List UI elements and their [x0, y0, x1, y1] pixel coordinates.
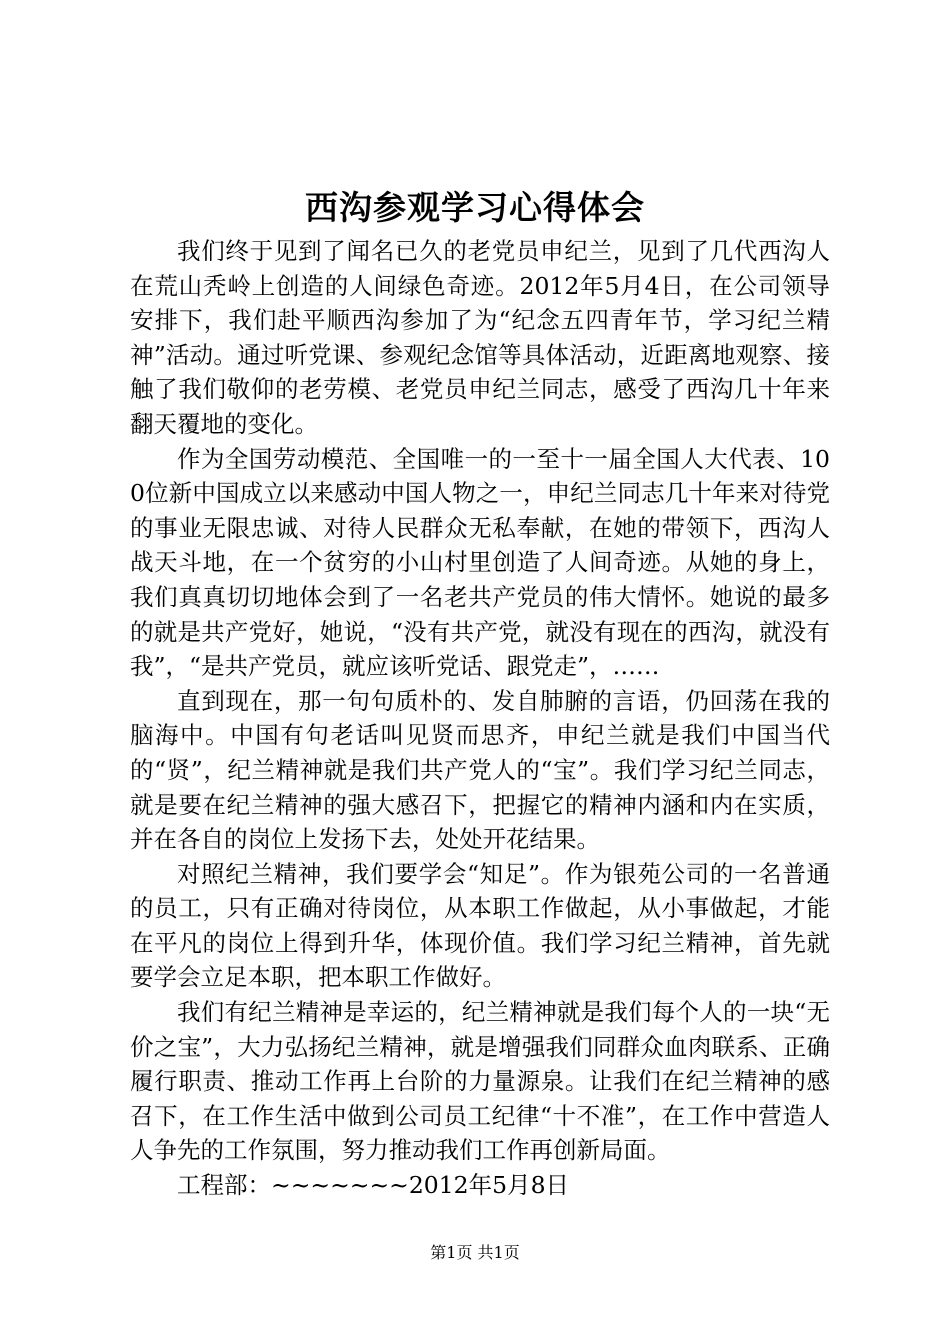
page-footer: 第1页 共1页: [430, 1243, 520, 1262]
paragraph-5: 我们有纪兰精神是幸运的，纪兰精神就是我们每个人的一块“无价之宝”，大力弘扬纪兰精神，就是增强我们同群众血肉联系、正确履行职责、推动工作再上台阶的力量源泉。让我们在纪兰精神的感召下，在工作生活中做到公司员工纪律“十不准”，在工作中营造人人争先的工作氛围，努力推动我们工作再创新局面。: [130, 998, 830, 1165]
document-body: [130, 234, 830, 1203]
document-title: 西沟参观学习心得体会: [305, 188, 645, 227]
paragraph-1: 我们终于见到了闻名已久的老党员申纪兰，见到了几代西沟人在荒山秃岭上创造的人间绿色奇迹。2012年5月4日，在公司领导安排下，我们赴平顺西沟参加了为“纪念五四青年节，学习纪兰精神”活动。通过听党课、参观纪念馆等具体活动，近距离地观察、接触了我们敬仰的老劳模、老党员申纪兰同志，感受了西沟几十年来翻天覆地的变化。: [130, 237, 830, 438]
paragraph-3: 直到现在，那一句句质朴的、发自肺腑的言语，仍回荡在我的脑海中。中国有句老话叫见贤而思齐，申纪兰就是我们中国当代的“贤”，纪兰精神就是我们共产党人的“宝”。我们学习纪兰同志，就是要在纪兰精神的强大感召下，把握它的精神内涵和内在实质，并在各自的岗位上发扬下去，处处开花结果。: [130, 686, 830, 854]
paragraph-4: 对照纪兰精神，我们要学会“知足”。作为银苑公司的一名普通的员工，只有正确对待岗位，从本职工作做起，从小事做起，才能在平凡的岗位上得到升华，体现价值。我们学习纪兰精神，首先就要学会立足本职，把本职工作做好。: [130, 859, 830, 992]
paragraph-2: 作为全国劳动模范、全国唯一的一至十一届全国人大代表、100位新中国成立以来感动中国人物之一，申纪兰同志几十年来对待党的事业无限忠诚、对待人民群众无私奉献，在她的带领下，西沟人战天斗地，在一个贫穷的小山村里创造了人间奇迹。从她的身上，我们真真切切地体会到了一名老共产党员的伟大情怀。她说的最多的就是共产党好，她说，“没有共产党，就没有现在的西沟，就没有我”，“是共产党员，就应该听党话、跟党走”，……: [130, 444, 830, 681]
signature-line: 工程部：~~~~~~~2012年5月8日: [177, 1171, 570, 1200]
